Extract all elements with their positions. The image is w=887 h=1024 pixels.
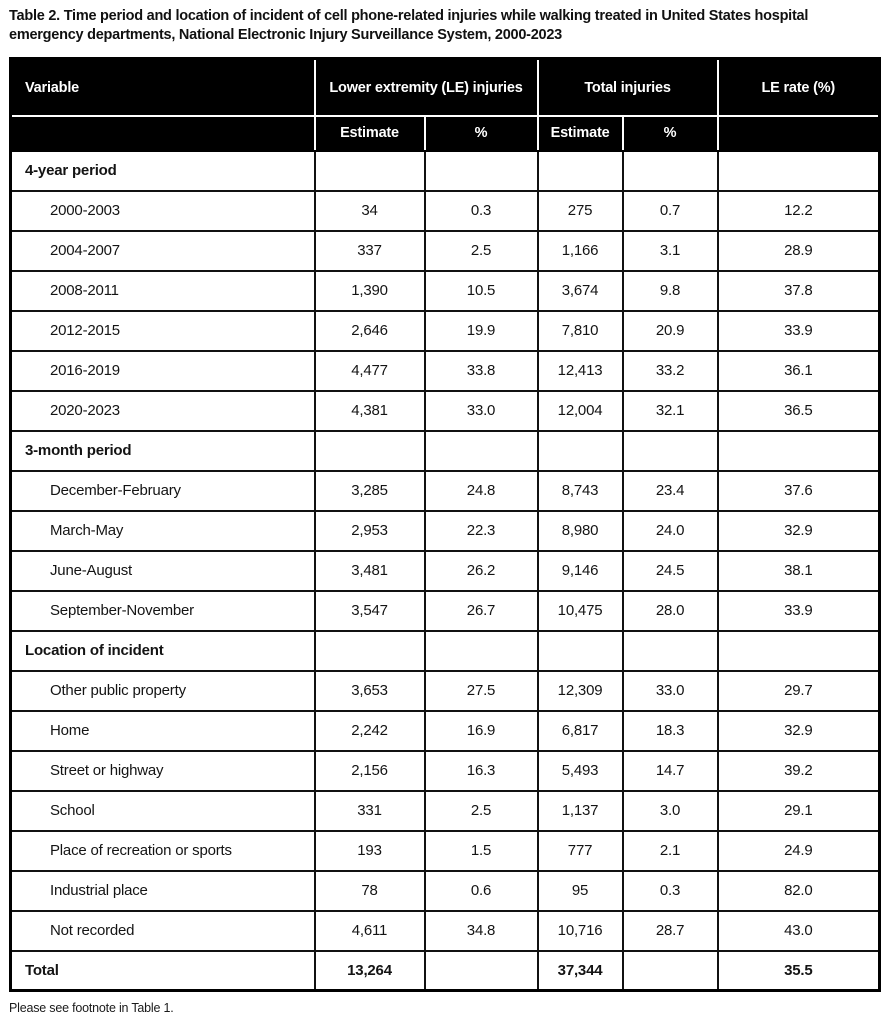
le-pct-cell: 26.7 xyxy=(425,591,538,631)
total-estimate-cell: 8,743 xyxy=(538,471,623,511)
le-pct-cell: 19.9 xyxy=(425,311,538,351)
total-pct-cell: 9.8 xyxy=(623,271,718,311)
le-estimate-cell: 4,477 xyxy=(315,351,425,391)
footnote: Please see footnote in Table 1. xyxy=(9,1001,174,1016)
le-estimate-cell: 3,481 xyxy=(315,551,425,591)
le-rate-cell: 29.7 xyxy=(718,671,880,711)
row-label: September-November xyxy=(11,591,315,631)
row-label: 2004-2007 xyxy=(11,231,315,271)
le-pct-cell: 2.5 xyxy=(425,791,538,831)
total-estimate-cell: 12,004 xyxy=(538,391,623,431)
le-estimate-cell: 34 xyxy=(315,191,425,231)
empty-cell xyxy=(623,431,718,471)
row-label: Home xyxy=(11,711,315,751)
empty-cell xyxy=(623,151,718,191)
le-estimate-cell: 2,953 xyxy=(315,511,425,551)
total-pct-cell: 32.1 xyxy=(623,391,718,431)
le-estimate-cell: 78 xyxy=(315,871,425,911)
row-label: Place of recreation or sports xyxy=(11,831,315,871)
empty-cell xyxy=(538,631,623,671)
le-pct-cell: 1.5 xyxy=(425,831,538,871)
empty-cell xyxy=(538,151,623,191)
row-label: 2008-2011 xyxy=(11,271,315,311)
total-estimate-cell: 10,475 xyxy=(538,591,623,631)
le-pct-cell: 0.3 xyxy=(425,191,538,231)
le-estimate-cell: 331 xyxy=(315,791,425,831)
row-label: Other public property xyxy=(11,671,315,711)
total-estimate-cell: 8,980 xyxy=(538,511,623,551)
section-row-4-year-period xyxy=(11,151,880,191)
le-rate-cell: 36.5 xyxy=(718,391,880,431)
total-estimate-cell: 7,810 xyxy=(538,311,623,351)
le-estimate-cell: 4,381 xyxy=(315,391,425,431)
table-row xyxy=(11,471,880,511)
le-pct-cell: 27.5 xyxy=(425,671,538,711)
total-pct-cell: 24.5 xyxy=(623,551,718,591)
le-pct-cell: 22.3 xyxy=(425,511,538,551)
header-cell-total-pct: % xyxy=(623,116,718,151)
row-label: December-February xyxy=(11,471,315,511)
table-row xyxy=(11,671,880,711)
le-pct-cell: 33.0 xyxy=(425,391,538,431)
empty-cell xyxy=(315,151,425,191)
empty-cell xyxy=(623,951,718,991)
total-estimate-cell: 275 xyxy=(538,191,623,231)
empty-cell xyxy=(315,431,425,471)
le-estimate-cell: 2,156 xyxy=(315,751,425,791)
le-estimate-cell: 2,242 xyxy=(315,711,425,751)
le-estimate-cell: 4,611 xyxy=(315,911,425,951)
empty-cell xyxy=(718,431,880,471)
row-label: Not recorded xyxy=(11,911,315,951)
total-pct-cell: 33.2 xyxy=(623,351,718,391)
row-label: Street or highway xyxy=(11,751,315,791)
total-estimate-cell: 1,166 xyxy=(538,231,623,271)
table-caption: Table 2. Time period and location of incident of cell phone-related injuries while walking treated in United States hospital emergency departments, National Electronic Injury Surveillance System, 2000-2023 xyxy=(9,8,809,44)
table-row xyxy=(11,871,880,911)
table-row xyxy=(11,911,880,951)
header-cell-le-estimate: Estimate xyxy=(315,116,425,151)
table-row xyxy=(11,191,880,231)
total-pct-cell: 23.4 xyxy=(623,471,718,511)
table-row xyxy=(11,391,880,431)
header-cell-empty xyxy=(11,116,315,151)
header-cell-empty xyxy=(718,116,880,151)
total-pct-cell: 0.3 xyxy=(623,871,718,911)
le-rate-cell: 39.2 xyxy=(718,751,880,791)
le-rate-cell: 32.9 xyxy=(718,711,880,751)
le-pct-cell: 16.9 xyxy=(425,711,538,751)
le-rate-total-cell: 35.5 xyxy=(718,951,880,991)
injury-data-table xyxy=(9,57,881,992)
le-rate-cell: 82.0 xyxy=(718,871,880,911)
empty-cell xyxy=(425,951,538,991)
total-estimate-cell: 9,146 xyxy=(538,551,623,591)
table-row xyxy=(11,271,880,311)
section-label: Location of incident xyxy=(11,631,315,671)
empty-cell xyxy=(425,431,538,471)
le-rate-cell: 24.9 xyxy=(718,831,880,871)
section-row-3-month-period xyxy=(11,431,880,471)
row-label: Industrial place xyxy=(11,871,315,911)
le-rate-cell: 38.1 xyxy=(718,551,880,591)
total-estimate-cell: 6,817 xyxy=(538,711,623,751)
le-rate-cell: 12.2 xyxy=(718,191,880,231)
empty-cell xyxy=(623,631,718,671)
le-estimate-cell: 3,285 xyxy=(315,471,425,511)
total-estimate-cell: 12,413 xyxy=(538,351,623,391)
total-estimate-cell: 1,137 xyxy=(538,791,623,831)
total-row xyxy=(11,951,880,991)
total-pct-cell: 28.0 xyxy=(623,591,718,631)
empty-cell xyxy=(425,631,538,671)
row-label: June-August xyxy=(11,551,315,591)
le-rate-cell: 32.9 xyxy=(718,511,880,551)
header-cell-variable: Variable xyxy=(11,59,315,116)
table-header xyxy=(11,59,880,151)
le-estimate-cell: 2,646 xyxy=(315,311,425,351)
le-rate-cell: 33.9 xyxy=(718,311,880,351)
total-pct-cell: 2.1 xyxy=(623,831,718,871)
le-pct-cell: 16.3 xyxy=(425,751,538,791)
le-rate-cell: 43.0 xyxy=(718,911,880,951)
le-estimate-cell: 1,390 xyxy=(315,271,425,311)
row-label: School xyxy=(11,791,315,831)
header-cell-le-rate: LE rate (%) xyxy=(718,59,880,116)
section-row-location-of-incident xyxy=(11,631,880,671)
total-estimate-cell: 95 xyxy=(538,871,623,911)
empty-cell xyxy=(718,151,880,191)
le-pct-cell: 34.8 xyxy=(425,911,538,951)
le-pct-cell: 33.8 xyxy=(425,351,538,391)
total-pct-cell: 33.0 xyxy=(623,671,718,711)
le-rate-cell: 37.6 xyxy=(718,471,880,511)
le-pct-cell: 10.5 xyxy=(425,271,538,311)
header-cell-total-estimate: Estimate xyxy=(538,116,623,151)
table-row xyxy=(11,831,880,871)
table-body xyxy=(11,151,880,991)
section-label: 4-year period xyxy=(11,151,315,191)
empty-cell xyxy=(718,631,880,671)
empty-cell xyxy=(538,431,623,471)
row-label: 2020-2023 xyxy=(11,391,315,431)
le-estimate-cell: 3,547 xyxy=(315,591,425,631)
le-pct-cell: 0.6 xyxy=(425,871,538,911)
le-rate-cell: 37.8 xyxy=(718,271,880,311)
row-label: 2012-2015 xyxy=(11,311,315,351)
le-rate-cell: 33.9 xyxy=(718,591,880,631)
header-cell-le-pct: % xyxy=(425,116,538,151)
table-row xyxy=(11,591,880,631)
le-pct-cell: 2.5 xyxy=(425,231,538,271)
row-label: 2016-2019 xyxy=(11,351,315,391)
empty-cell xyxy=(425,151,538,191)
total-estimate-cell: 10,716 xyxy=(538,911,623,951)
header-cell-le-injuries: Lower extremity (LE) injuries xyxy=(315,59,538,116)
total-pct-cell: 20.9 xyxy=(623,311,718,351)
total-pct-cell: 3.0 xyxy=(623,791,718,831)
total-estimate-cell: 3,674 xyxy=(538,271,623,311)
header-cell-total-injuries: Total injuries xyxy=(538,59,718,116)
row-label: March-May xyxy=(11,511,315,551)
table-row xyxy=(11,511,880,551)
le-estimate-cell: 193 xyxy=(315,831,425,871)
table-row xyxy=(11,751,880,791)
total-pct-cell: 28.7 xyxy=(623,911,718,951)
total-pct-cell: 24.0 xyxy=(623,511,718,551)
total-pct-cell: 18.3 xyxy=(623,711,718,751)
le-rate-cell: 36.1 xyxy=(718,351,880,391)
total-pct-cell: 14.7 xyxy=(623,751,718,791)
table-row xyxy=(11,551,880,591)
total-label: Total xyxy=(11,951,315,991)
section-label: 3-month period xyxy=(11,431,315,471)
table-row xyxy=(11,311,880,351)
le-estimate-cell: 3,653 xyxy=(315,671,425,711)
table-row xyxy=(11,711,880,751)
total-estimate-cell: 5,493 xyxy=(538,751,623,791)
total-pct-cell: 0.7 xyxy=(623,191,718,231)
total-estimate-cell: 12,309 xyxy=(538,671,623,711)
le-pct-cell: 24.8 xyxy=(425,471,538,511)
header-group-row xyxy=(11,59,880,116)
total-estimate-cell: 777 xyxy=(538,831,623,871)
table-row xyxy=(11,231,880,271)
header-sub-row xyxy=(11,116,880,151)
table-row xyxy=(11,791,880,831)
total-estimate-total-cell: 37,344 xyxy=(538,951,623,991)
le-rate-cell: 28.9 xyxy=(718,231,880,271)
le-estimate-cell: 337 xyxy=(315,231,425,271)
total-pct-cell: 3.1 xyxy=(623,231,718,271)
le-pct-cell: 26.2 xyxy=(425,551,538,591)
le-rate-cell: 29.1 xyxy=(718,791,880,831)
table-row xyxy=(11,351,880,391)
empty-cell xyxy=(315,631,425,671)
le-estimate-total-cell: 13,264 xyxy=(315,951,425,991)
row-label: 2000-2003 xyxy=(11,191,315,231)
